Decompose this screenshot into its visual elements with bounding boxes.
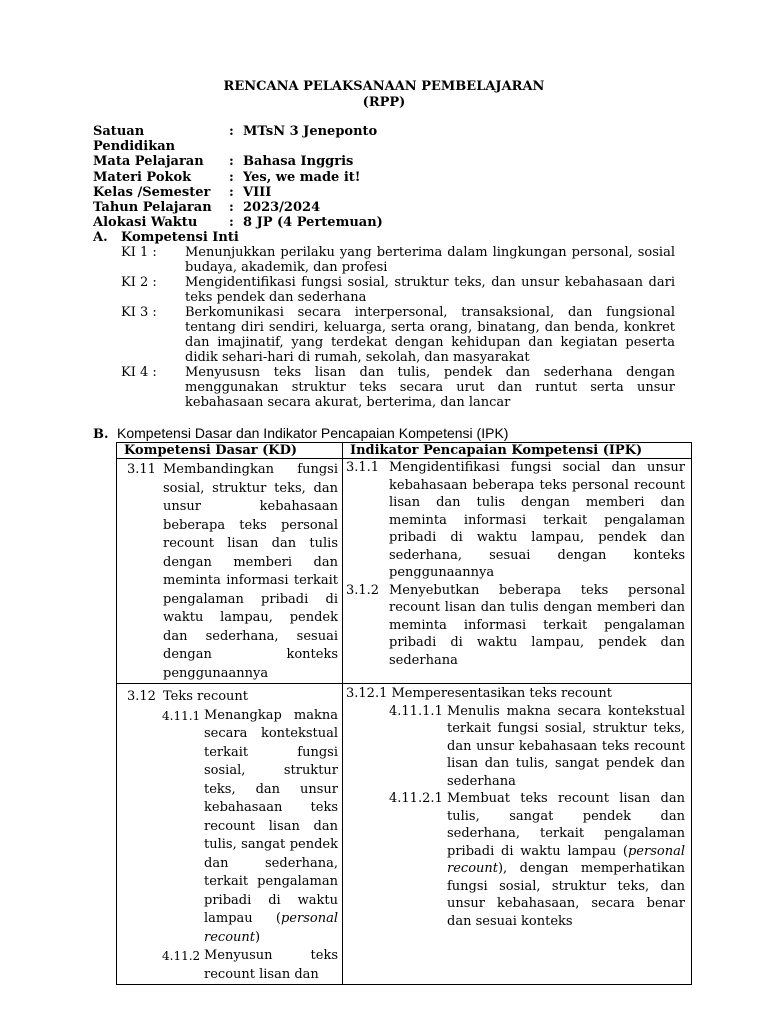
identity-value: Yes, we made it! <box>243 169 361 185</box>
ipk-sub-item <box>343 703 691 791</box>
kd-sub-item <box>117 947 342 984</box>
identity-label: Materi Pokok <box>93 169 192 185</box>
identity-colon: : <box>229 200 234 216</box>
text-run: Menangkap makna secara kontekstual terkait fungsi sosial, struktur teks, dan unsur kebahasaan teks recount lisan dan tulis, sangat pendek dan sederhana, terkait pengalaman pribadi di waktu lampau ( <box>204 707 338 926</box>
kd-sub-text <box>204 707 338 948</box>
kd-sub-number: 4.11.1 <box>162 708 201 723</box>
text-run: ) <box>254 929 261 945</box>
kd-text: Teks recount <box>163 689 249 704</box>
kompetensi-inti-list <box>121 245 675 410</box>
ipk-item <box>343 582 691 670</box>
identity-row <box>93 185 383 200</box>
ipk-item <box>343 459 691 582</box>
table-header-row <box>117 443 692 459</box>
text-run: Menyusun teks recount lisan dan <box>204 948 338 982</box>
ki-item <box>121 305 675 365</box>
table-row <box>117 684 692 985</box>
identity-colon: : <box>229 215 234 231</box>
kd-number: 3.12 <box>127 689 156 704</box>
identity-value: Bahasa Inggris <box>243 154 354 170</box>
column-header-ipk: Indikator Pencapaian Kompetensi (IPK) <box>343 443 692 459</box>
section-a-title: Kompetensi Inti <box>121 230 239 245</box>
section-a-letter: A. <box>93 230 108 245</box>
identity-row <box>93 215 383 230</box>
identity-colon: : <box>229 184 234 200</box>
ki-item <box>121 275 675 305</box>
section-b-heading <box>93 425 508 442</box>
ki-text: Berkomunikasi secara interpersonal, transaksional, dan fungsional tentang diri sendiri, keluarga, serta orang, binatang, dan benda, konkret dan imajinatif, yang terdekat dengan kehidupan dan kegiatan peserta didik sehari-hari di rumah, sekolah, dan masyarakat <box>185 305 675 365</box>
ipk-number: 3.1.1 <box>346 460 380 475</box>
identity-row <box>93 170 383 185</box>
kd-cell <box>117 459 343 684</box>
document-title: RENCANA PELAKSANAAN PEMBELAJARAN <box>223 79 545 94</box>
kd-sub-text <box>204 947 338 984</box>
ipk-text: Menyebutkan beberapa teks personal recount lisan dan tulis dengan memberi dan meminta informasi terkait pengalaman pribadi di waktu lampau, pendek dan sederhana <box>389 582 685 668</box>
kd-item <box>117 459 342 683</box>
kd-text: Membandingkan fungsi sosial, struktur teks, dan unsur kebahasaan beberapa teks personal recount lisan dan tulis dengan memberi dan meminta informasi terkait pengalaman pribadi di waktu lampau, pendek dan sederhana, sesuai dengan konteks penggunaannya <box>163 462 338 681</box>
kd-number: 3.11 <box>127 462 156 477</box>
ki-text: Menunjukkan perilaku yang berterima dalam lingkungan personal, sosial budaya, akademik, dan profesi <box>185 245 675 275</box>
ipk-heading: 3.12.1 Memperesentasikan teks recount <box>346 686 612 701</box>
identity-row <box>93 154 383 169</box>
document-subtitle: (RPP) <box>362 95 406 110</box>
ki-label: KI 4 : <box>121 365 157 380</box>
ki-text: Mengidentifikasi fungsi sosial, struktur teks, dan unsur kebahasaan dari teks pendek dan sederhana <box>185 275 675 305</box>
identity-label: Kelas /Semester <box>93 184 211 200</box>
identity-value: 2023/2024 <box>243 200 321 216</box>
identity-value: 8 JP (4 Pertemuan) <box>243 215 383 231</box>
ipk-cell <box>343 459 692 684</box>
identity-label: Mata Pelajaran <box>93 154 204 170</box>
identity-colon: : <box>229 124 234 139</box>
ipk-cell <box>343 684 692 985</box>
ipk-number: 3.1.2 <box>346 582 380 598</box>
kd-item <box>117 684 342 707</box>
identity-row <box>93 200 383 215</box>
ki-label: KI 1 : <box>121 245 157 260</box>
identity-label: Satuan Pendidikan <box>93 124 176 155</box>
italic-term: personal recount <box>447 843 685 876</box>
kd-cell <box>117 684 343 985</box>
kd-ipk-table <box>116 442 692 985</box>
identity-label: Alokasi Waktu <box>93 215 198 231</box>
ki-label: KI 2 : <box>121 275 157 290</box>
identity-block <box>93 124 383 230</box>
identity-value: MTsN 3 Jeneponto <box>243 124 378 139</box>
italic-term: personal recount <box>204 911 338 945</box>
ipk-sub-number: 4.11.2.1 <box>389 791 443 806</box>
kd-sub-item <box>117 707 342 948</box>
column-header-kd: Kompetensi Dasar (KD) <box>117 443 343 459</box>
text-run: ), dengan memperhatikan fungsi sosial, struktur teks, dan unsur kebahasaan, secara benar dan sesuai konteks <box>447 861 685 929</box>
identity-colon: : <box>229 154 234 170</box>
identity-colon: : <box>229 169 234 185</box>
ipk-sub-text <box>447 790 685 930</box>
table-row <box>117 459 692 684</box>
ki-item <box>121 245 675 275</box>
text-run: Membuat teks recount lisan dan tulis, sangat pendek dan sederhana, terkait pengalaman pribadi di waktu lampau ( <box>447 791 685 859</box>
ki-label: KI 3 : <box>121 305 157 320</box>
ipk-text: Mengidentifikasi fungsi social dan unsur kebahasaan beberapa teks personal recount lisan dan tulis dengan memberi dan meminta informasi terkait pengalaman pribadi di waktu lampau, pendek dan sederhana, sesuai dengan konteks penggunaannya <box>389 460 685 580</box>
kd-sub-number: 4.11.2 <box>162 949 201 963</box>
section-b-title: Kompetensi Dasar dan Indikator Pencapaian Kompetensi (IPK) <box>117 425 509 441</box>
identity-value: VIII <box>243 184 272 200</box>
identity-row <box>93 124 383 154</box>
ipk-sub-text: Menulis makna secara kontekstual terkait fungsi sosial, struktur teks, dan unsur kebahasaan teks recount lisan dan tulis, sangat pendek dan sederhana <box>447 703 685 789</box>
ki-text: Menyususn teks lisan dan tulis, pendek dan sederhana dengan menggunakan struktur teks secara urut dan runtut serta unsur kebahasaan secara akurat, berterima, dan lancar <box>185 365 675 410</box>
section-a-heading <box>93 230 239 245</box>
ki-item <box>121 365 675 410</box>
identity-label: Tahun Pelajaran <box>93 200 212 216</box>
ipk-sub-item <box>343 790 691 930</box>
ipk-sub-number: 4.11.1.1 <box>389 703 443 719</box>
section-b-letter: B. <box>93 427 109 442</box>
